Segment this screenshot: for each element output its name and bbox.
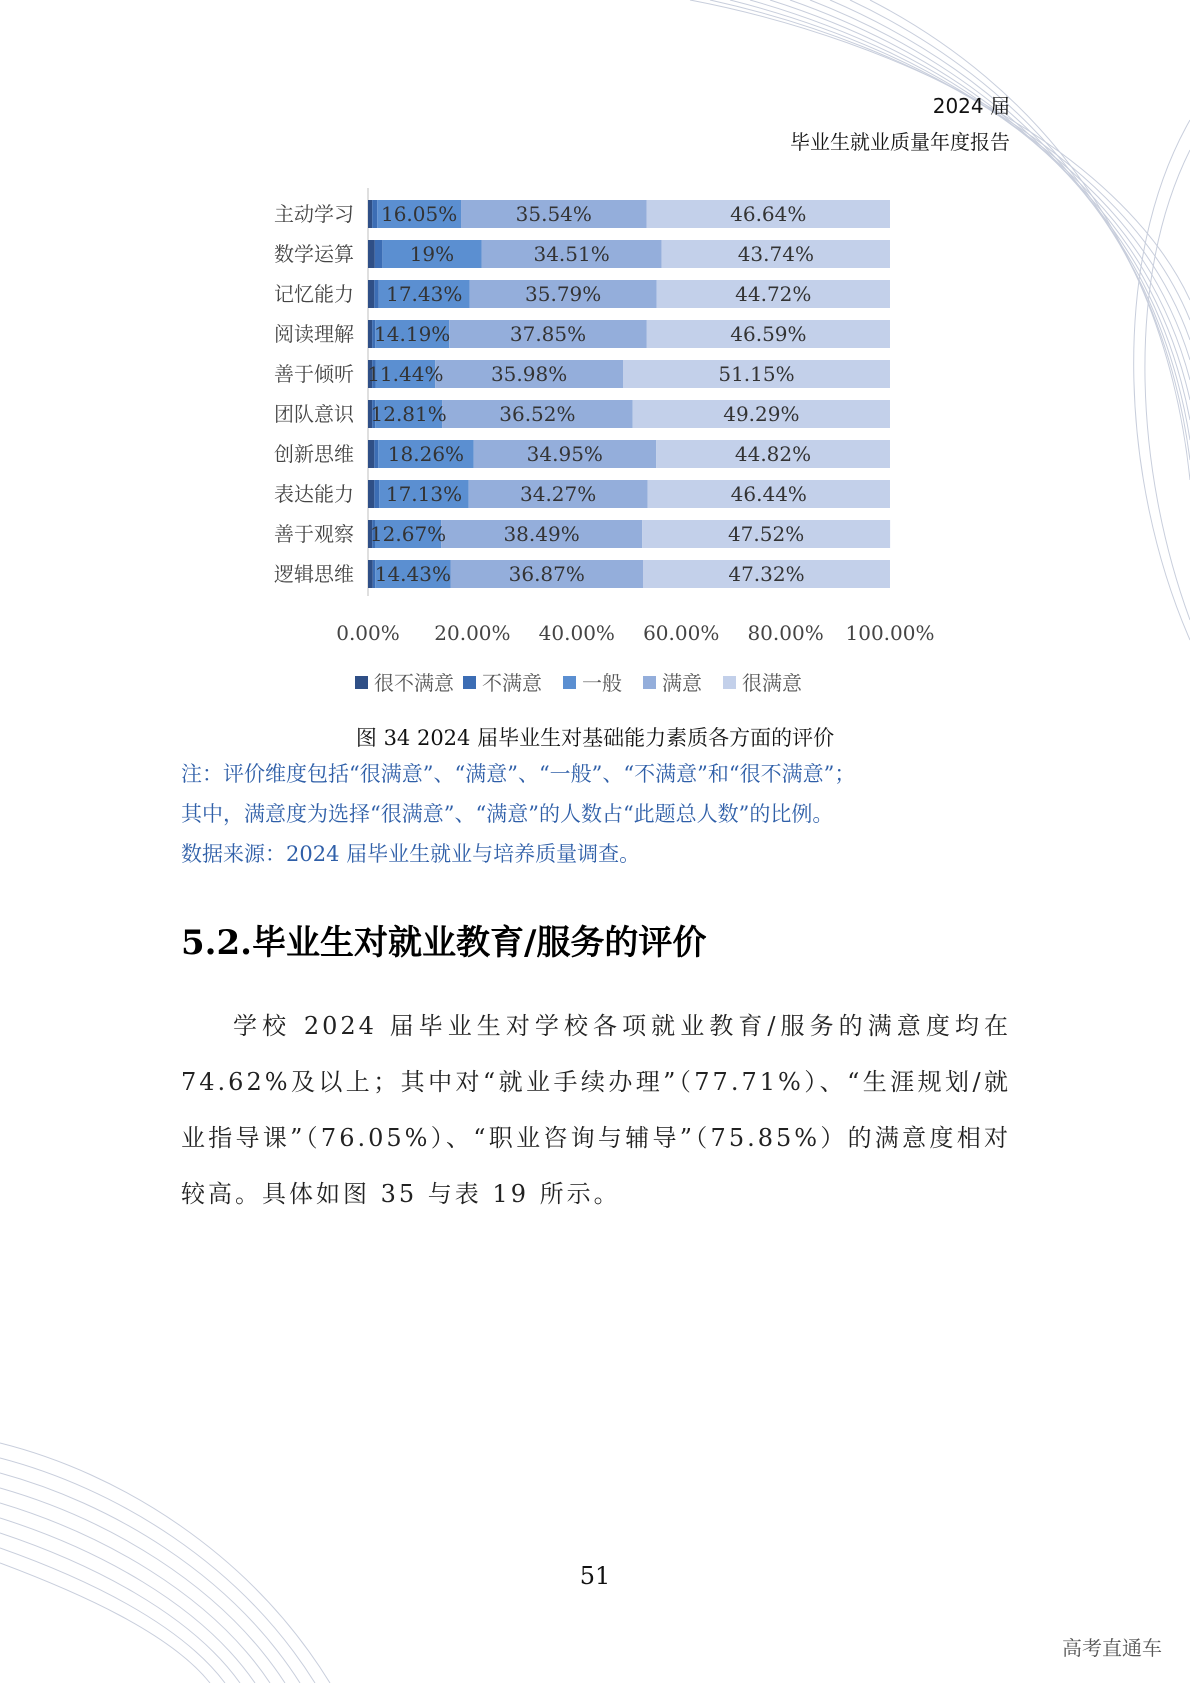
category-label: 阅读理解 [274,322,354,346]
satisfaction-stacked-bar-chart [230,180,950,700]
note-line-1: 注：评价维度包括“很满意”、“满意”、“一般”、“不满意”和“很不满意”； [181,762,856,786]
category-label: 善于观察 [274,522,354,546]
category-label: 善于倾听 [274,362,354,386]
bar-segment [374,480,379,508]
legend-swatch [723,676,736,689]
bar-segment [368,440,374,468]
x-tick-label: 60.00% [643,621,720,645]
bar-segment [374,280,378,308]
category-label: 创新思维 [274,442,354,466]
data-label: 37.85% [509,322,587,346]
bar-segment [374,440,378,468]
body-paragraph: 学校 2024 届毕业生对学校各项就业教育/服务的满意度均在 74.62%及以上；其中对“就业手续办理”（77.71%）、“生涯规划/就业指导课”（76.05%）、“职业咨询与辅导”（75.85%）的满意度相对较高。具体如图 35 与表 19 所示。 [181,1012,1011,1208]
data-label: 46.59% [730,322,807,346]
data-label: 14.43% [374,562,451,586]
header-year: 2024 届 [932,94,1010,118]
data-label: 14.19% [374,322,451,346]
section-title: 5.2.毕业生对就业教育/服务的评价 [181,923,707,963]
data-label: 35.98% [490,362,568,386]
bar-segment [372,200,377,228]
data-label: 44.82% [734,442,812,466]
x-tick-label: 40.00% [538,621,615,645]
data-label: 47.52% [727,522,805,546]
bar-segment [368,320,372,348]
data-label: 18.26% [387,442,465,466]
bar-segment [368,560,373,588]
data-label: 34.95% [526,442,603,466]
data-label: 47.32% [728,562,805,586]
category-label: 记忆能力 [274,282,354,306]
data-label: 38.49% [503,522,580,546]
data-label: 19% [409,242,455,266]
data-label: 11.44% [367,362,444,386]
legend-label: 满意 [662,671,702,695]
data-label: 35.79% [525,282,602,306]
bar-segment [368,480,374,508]
bar-segment [368,200,372,228]
bar-segment [368,280,374,308]
legend-label: 很满意 [742,671,802,695]
data-label: 43.74% [737,242,814,266]
legend-label: 一般 [582,671,622,695]
report-header [790,88,1010,160]
category-label: 逻辑思维 [274,562,354,586]
note-line-3: 数据来源：2024 届毕业生就业与培养质量调查。 [181,842,641,866]
data-label: 34.27% [520,482,597,506]
data-label: 35.54% [515,202,592,226]
data-label: 36.87% [508,562,585,586]
note-line-2: 其中，满意度为选择“很满意”、“满意”的人数占“此题总人数”的比例。 [181,802,834,826]
legend-swatch [643,676,656,689]
x-tick-label: 100.00% [845,621,935,645]
x-tick-label: 20.00% [434,621,511,645]
data-label: 12.81% [370,402,447,426]
x-tick-label: 80.00% [747,621,824,645]
bar-segment [375,240,383,268]
header-title: 毕业生就业质量年度报告 [790,130,1010,154]
bar-segment [368,240,375,268]
watermark-text: 高考直通车 [1062,1636,1162,1660]
x-tick-label: 0.00% [336,621,400,645]
legend-swatch [355,676,368,689]
data-label: 12.67% [369,522,447,546]
data-label: 49.29% [723,402,800,426]
category-label: 团队意识 [274,402,354,426]
legend-label: 不满意 [482,671,542,695]
data-label: 46.64% [730,202,807,226]
data-label: 16.05% [380,202,458,226]
data-label: 44.72% [735,282,812,306]
data-label: 36.52% [499,402,576,426]
page-number: 51 [579,1562,611,1590]
background-decoration-bottom [0,1383,400,1683]
category-label: 主动学习 [274,202,354,226]
legend-swatch [463,676,476,689]
figure-caption: 图 34 2024 届毕业生对基础能力素质各方面的评价 [355,726,835,750]
legend-swatch [563,676,576,689]
data-label: 51.15% [718,362,795,386]
data-label: 17.43% [386,282,463,306]
category-label: 表达能力 [274,482,354,506]
legend-label: 很不满意 [374,671,454,695]
data-label: 17.13% [385,482,463,506]
data-label: 46.44% [730,482,807,506]
data-label: 34.51% [533,242,610,266]
category-label: 数学运算 [274,242,354,266]
